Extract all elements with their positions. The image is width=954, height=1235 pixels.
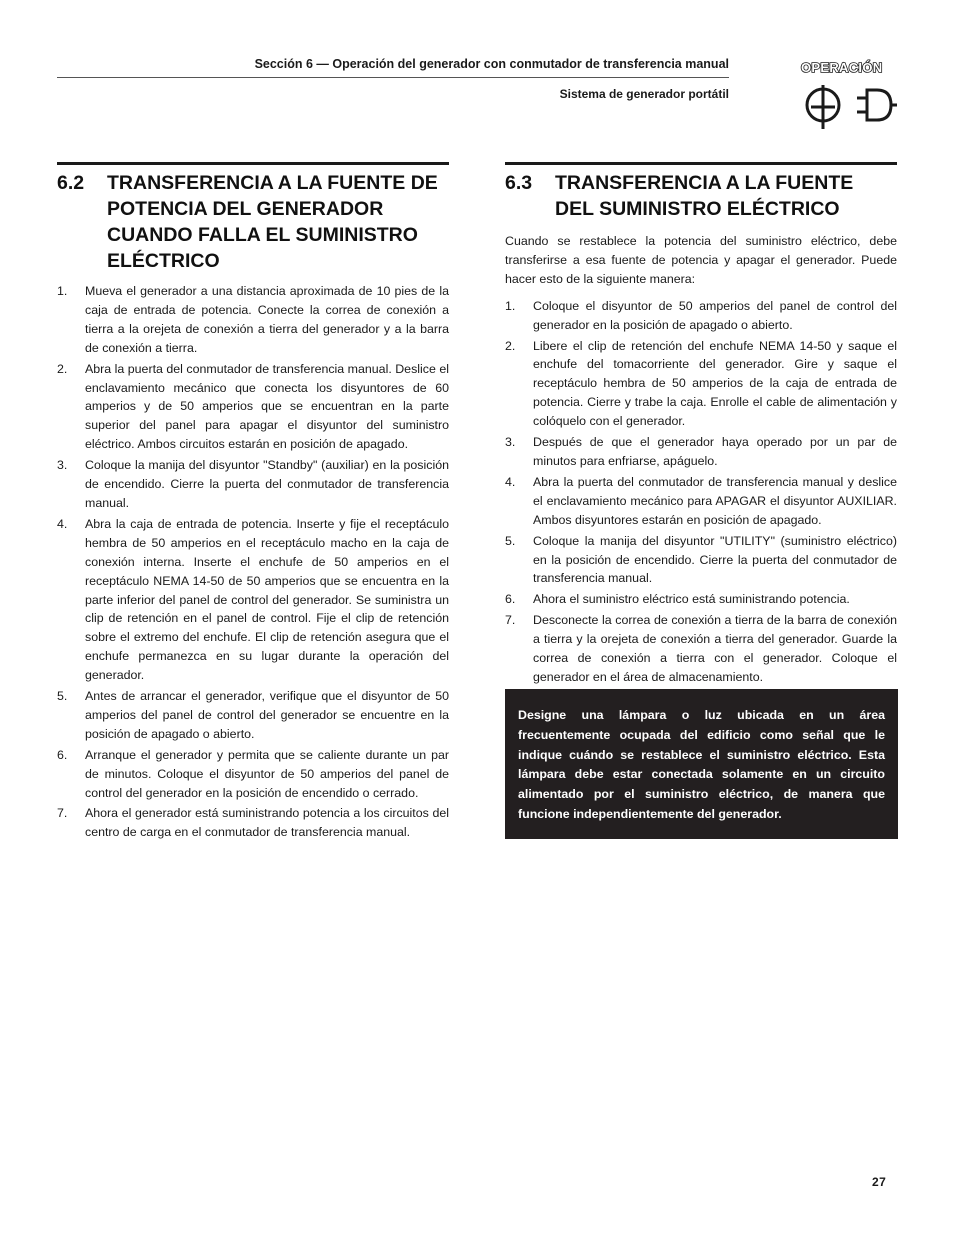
section-number: 6.3 (505, 172, 533, 194)
list-item (505, 590, 897, 609)
step-number: 1. (57, 284, 68, 298)
step-number: 3. (505, 435, 516, 450)
notice-text: Designe una lámpara o luz ubicada en un área frecuentemente ocupada del edificio como señal que le indique cuándo se restablece el suministro eléctrico. Esta lámpara debe estar conectada solamente en un circuito alimentado por el suministro eléctrico, de manera que funcione independientemente del generador. (518, 708, 885, 821)
list-item (505, 297, 897, 335)
step-number: 7. (505, 613, 516, 628)
list-item (505, 611, 897, 687)
list-item (505, 337, 897, 432)
list-item (57, 687, 449, 744)
section-number: 6.2 (57, 172, 85, 194)
list-item (57, 515, 449, 685)
section-6-2-column (57, 162, 449, 844)
step-text: Desconecte la correa de conexión a tierra de la barra de conexión a tierra y la orejeta de conexión a tierra del generador. Guarde la correa de conexión a tierra con el generador. Coloque el generador en el área de almacenamiento. (533, 613, 897, 684)
step-text: Abra la puerta del conmutador de transferencia manual. Deslice el enclavamiento mecánico que conecta los disyuntores de 60 amperios y de 50 amperios que se encuentran en la parte superior del panel para apagar el disyuntor del suministro eléctrico. Ambos circuitos estarán en posición de apagado. (85, 361, 449, 452)
section-6-3-column (505, 162, 897, 689)
section-rule (57, 162, 449, 165)
step-text: Abra la puerta del conmutador de transferencia manual y deslice el enclavamiento mecánico para APAGAR el disyuntor AUXILIAR. Ambos disyuntores estarán en posición de apagado. (533, 474, 897, 527)
steps-list (57, 282, 449, 842)
step-number: 1. (505, 298, 516, 313)
step-number: 2. (57, 361, 68, 376)
operation-badge-label: OPERACIÓN (801, 60, 883, 75)
header-divider (57, 77, 729, 78)
step-number: 4. (505, 474, 516, 489)
step-number: 6. (505, 592, 516, 607)
step-text: Ahora el suministro eléctrico está suministrando potencia. (533, 592, 850, 607)
section-heading (57, 170, 449, 274)
plug-and-socket-icon (801, 83, 897, 131)
list-item (505, 532, 897, 589)
list-item (57, 456, 449, 513)
step-number: 3. (57, 458, 68, 473)
step-text: Arranque el generador y permita que se caliente durante un par de minutos. Coloque el disyuntor de 50 amperios del panel de control del generador en la posición de encendido o cerrado. (85, 747, 449, 800)
step-number: 5. (57, 689, 68, 704)
step-text: Después de que el generador haya operado por un par de minutos para enfriarse, apáguelo. (533, 435, 897, 468)
step-text: Antes de arrancar el generador, verifique que el disyuntor de 50 amperios del panel de control del generador se encuentre en la posición de apagado o abierto. (85, 689, 449, 741)
step-text: Coloque el disyuntor de 50 amperios del panel de control del generador en la posición de apagado o abierto. (533, 298, 897, 332)
steps-list (505, 297, 897, 687)
step-number: 5. (505, 533, 516, 548)
page-number: 27 (872, 1175, 887, 1189)
step-text: Abra la caja de entrada de potencia. Inserte y fije el receptáculo hembra de 50 amperios en el receptáculo macho en la caja de conexión interna. Inserte el enchufe de 50 amperios en el receptáculo NEMA 14-50 de 50 amperios que se encuentra en la parte inferior del panel de control del generador. Se suministra un clip de retención en el panel de control. Fije el clip de retención sobre el extremo del enchufe. El clip de retención asegura que el enchufe permanezca en su lugar durante la operación del generador. (85, 516, 449, 683)
running-header-section: Sección 6 — Operación del generador con conmutador de transferencia manual (254, 57, 729, 71)
list-item (505, 473, 897, 530)
step-number: 2. (505, 338, 516, 353)
list-item (57, 282, 449, 358)
section-title: TRANSFERENCIA A LA FUENTE DEL SUMINISTRO ELÉCTRICO (555, 172, 854, 220)
step-number: 7. (57, 806, 68, 821)
section-rule (505, 162, 897, 165)
list-item (57, 804, 449, 842)
section-heading (505, 170, 897, 222)
section-intro: Cuando se restablece la potencia del suministro eléctrico, debe transferirse a esa fuente de potencia y apagar el generador. Puede hacer esto de la siguiente manera: (505, 234, 897, 286)
step-text: Mueva el generador a una distancia aproximada de 10 pies de la caja de entrada de potencia. Conecte la correa de conexión a tierra a la orejeta de conexión a tierra del generador y a la barra de conexión a tierra. (85, 284, 449, 355)
section-title: TRANSFERENCIA A LA FUENTE DE POTENCIA DEL GENERADOR CUANDO FALLA EL SUMINISTRO ELÉCTRICO (107, 172, 438, 272)
list-item (57, 746, 449, 803)
step-text: Coloque la manija del disyuntor "UTILITY" (suministro eléctrico) en la posición de encendido. Cierre la puerta del conmutador de transferencia manual. (533, 533, 897, 586)
list-item (505, 433, 897, 471)
step-number: 4. (57, 516, 68, 531)
step-number: 6. (57, 747, 68, 762)
step-text: Ahora el generador está suministrando potencia a los circuitos del centro de carga en el conmutador de transferencia manual. (85, 806, 449, 840)
notice-box (505, 689, 898, 839)
step-text: Coloque la manija del disyuntor "Standby" (auxiliar) en la posición de encendido. Cierre la puerta del conmutador de transferencia manual. (85, 458, 449, 510)
step-text: Libere el clip de retención del enchufe NEMA 14-50 y saque el enchufe del tomacorriente del generador. Gire y saque el receptáculo hembra de 50 amperios de la caja de entrada de potencia. Cierre y trabe la caja. Enrolle el cable de alimentación y colóquelo con el generador. (533, 338, 897, 429)
running-header-subtitle: Sistema de generador portátil (559, 87, 729, 101)
list-item (57, 360, 449, 455)
